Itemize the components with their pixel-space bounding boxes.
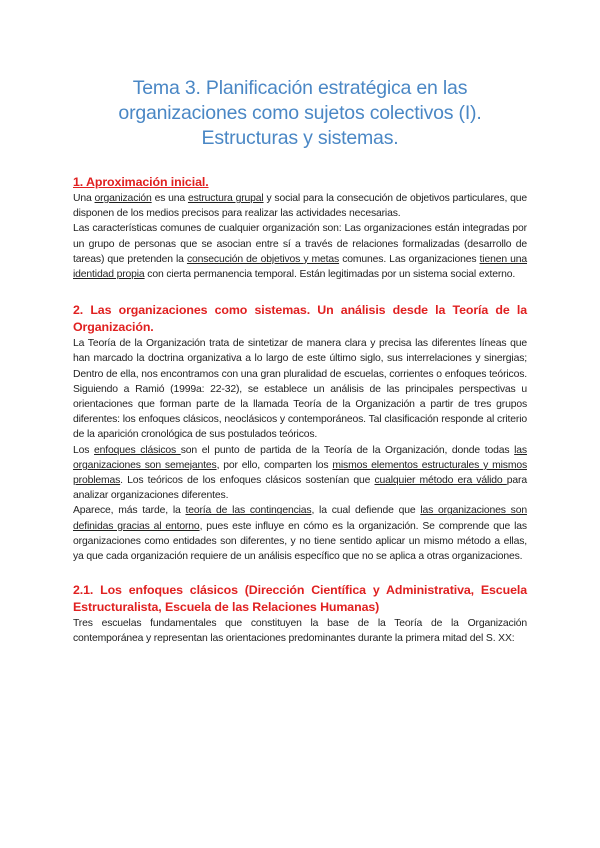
term-teoria-contingencias: teoría de las contingencias (185, 505, 312, 517)
title-line-1: Tema 3. Planificación estratégica en las (132, 77, 468, 99)
section-1-paragraph-2: Las características comunes de cualquier organización son: Las organizaciones están integradas por un grupo de personas que se asocian entre sí a través de relaciones formalizadas (desarrollo de tareas) que pretenden la consecución de objetivos y metas comunes. Las organizaciones tienen una identidad propia con cierta permanencia temporal. Están legitimadas por un sistema social externo. (73, 223, 527, 281)
section-1-heading: 1. Aproximación inicial. (73, 175, 209, 189)
term-organizacion: organización (94, 193, 152, 204)
title-line-3: Estructuras y sistemas. (201, 127, 399, 149)
term-enfoques-clasicos: enfoques clásicos (94, 444, 181, 456)
term-consecucion-objetivos: consecución de objetivos y metas (186, 253, 340, 265)
section-2-heading: 2. Las organizaciones como sistemas. Un análisis desde la Teoría de la Organización. (73, 303, 527, 335)
document-title (60, 76, 540, 151)
term-identidad-propia: tienen una identidad propia (73, 253, 527, 281)
term-cualquier-metodo: cualquier método era válido (374, 475, 507, 487)
title-line-2: organizaciones como sujetos colectivos (I). (118, 102, 482, 124)
term-organizaciones-semejantes: las organizaciones son semejantes (73, 444, 527, 471)
section-2-paragraph-2: Los enfoques clásicos son el punto de partida de la Teoría de la Organización, donde todas las organizaciones son semejantes, por ello, comparten los mismos elementos estructurales y mismos problemas. Los teóricos de los enfoques clásicos sostenían que cualquier método era válido para analizar organizaciones diferentes. (73, 444, 527, 502)
document-body (73, 174, 527, 647)
section-2-1-paragraph-1: Tres escuelas fundamentales que constituyen la base de la Teoría de la Organización contemporánea y representan las orientaciones predominantes durante la primera mitad del S. XX: (73, 618, 527, 645)
section-2-paragraph-3: Aparece, más tarde, la teoría de las contingencias, la cual defiende que las organizaciones son definidas gracias al entorno, pues este influye en cómo es la organización. Se comprende que las organizaciones como entidades son diferentes, y no tiene sentido aplicar un mismo método a ellas, ya que cada organización requiere de un análisis específico que no se aplica a otras organizaciones. (73, 505, 527, 563)
section-1-paragraph-1: Una organización es una estructura grupal y social para la consecución de objetivos particulares, que disponen de los medios precisos para realizar las actividades necesarias. (73, 193, 527, 220)
section-2-1-heading: 2.1. Los enfoques clásicos (Dirección Científica y Administrativa, Escuela Estructuralista, Escuela de las Relaciones Humanas) (73, 583, 527, 615)
term-estructura-grupal: estructura grupal (187, 193, 264, 204)
term-definidas-entorno: las organizaciones son definidas gracias al entorno (73, 505, 527, 532)
section-2-paragraph-1: La Teoría de la Organización trata de sintetizar de manera clara y precisa las diferentes líneas que han marcado la doctrina organizativa a lo largo de este último siglo, sus interrelaciones y sinergias; Dentro de ella, nos encontramos con una gran pluralidad de escuelas, corrientes o enfoques teóricos. Siguiendo a Ramió (1999a: 22-32), se establece un análisis de las principales perspectivas u orientaciones que forman parte de la llamada Teoría de la Organización a partir de tres grupos diferentes: los enfoques clásicos, neoclásicos y contemporáneos. Tal clasificación responde al criterio de la aparición cronológica de sus postulados teóricos. (73, 338, 527, 441)
term-mismos-elementos: mismos elementos estructurales y mismos problemas (73, 459, 527, 487)
